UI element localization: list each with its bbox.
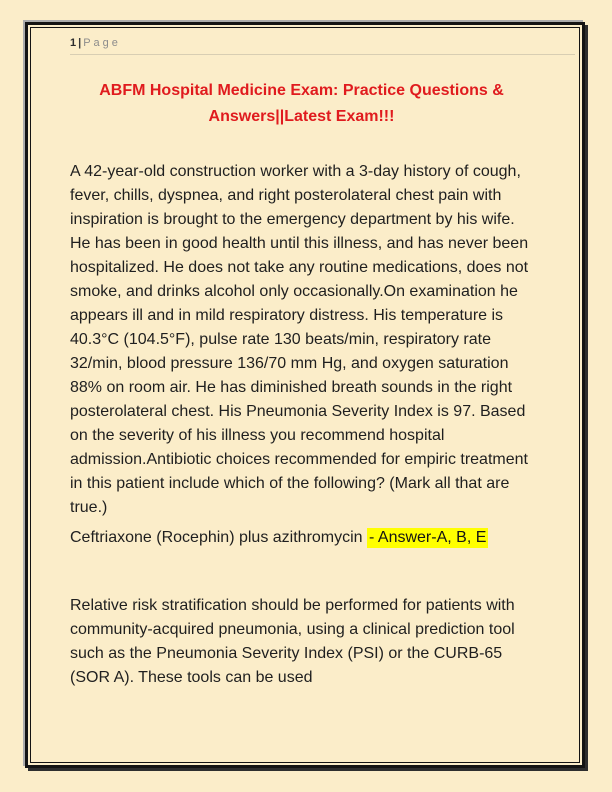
answer-option-text: Ceftriaxone (Rocephin) plus azithromycin — [70, 529, 368, 546]
answer-highlight: - Answer-A, B, E — [369, 529, 487, 546]
page-header-label: Page — [83, 37, 121, 49]
explanation-paragraph: Relative risk stratification should be performed for patients with community-acquired pneumonia, using a clinical prediction tool such as the Pneumonia Severity Index (PSI) or the CURB-65 (SOR A). These tools can be used — [70, 597, 515, 686]
page-header — [70, 36, 575, 55]
page-header-separator: | — [78, 37, 82, 49]
page-border-inner — [30, 27, 580, 763]
answer-line — [70, 526, 533, 550]
document-title: ABFM Hospital Medicine Exam: Practice Questions & Answers||Latest Exam!!! — [99, 82, 504, 125]
page-content — [31, 28, 579, 762]
page-number: 1 — [70, 37, 77, 49]
page-border-outer — [25, 22, 585, 768]
question-paragraph: A 42-year-old construction worker with a 3-day history of cough, fever, chills, dyspnea, and right posterolateral chest pain with inspiration is brought to the emergency department by his wife. He has been in good health until this illness, and has never been hospitalized. He does not take any routine medications, does not smoke, and drinks alcohol only occasionally.On examination he appears ill and in mild respiratory distress. His temperature is 40.3°C (104.5°F), pulse rate 130 beats/min, respiratory rate 32/min, blood pressure 136/70 mm Hg, and oxygen saturation 88% on room air. He has diminished breath sounds in the right posterolateral chest. His Pneumonia Severity Index is 97. Based on the severity of his illness you recommend hospital admission.Antibiotic choices recommended for empiric treatment in this patient include which of the following? (Mark all that are true.) — [70, 163, 529, 516]
